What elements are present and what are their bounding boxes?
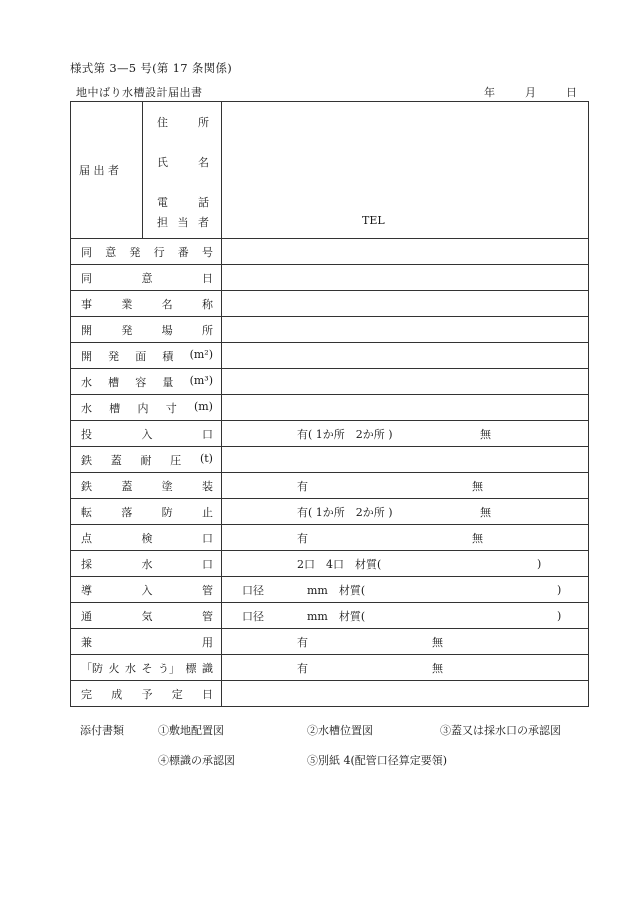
row-value-cell[interactable] — [222, 603, 589, 629]
row-value-cell[interactable] — [222, 577, 589, 603]
row-label-char: 採 — [81, 557, 92, 571]
row-label-char: 事 — [81, 297, 92, 311]
form-row — [71, 629, 589, 655]
applicant-field-labels — [143, 102, 222, 239]
row-label — [71, 525, 222, 551]
date-month-label: 月 — [525, 86, 536, 99]
row-label-char: 発 — [108, 349, 120, 363]
row-value-text: 有 — [297, 661, 308, 675]
row-label-char: 口 — [202, 531, 213, 545]
row-label — [71, 395, 222, 421]
row-label — [71, 603, 222, 629]
row-label-char: 鉄 — [81, 479, 92, 493]
row-label-char: 称 — [201, 297, 213, 311]
row-label-char: 容 — [135, 375, 147, 389]
row-label-char: 気 — [141, 609, 153, 623]
row-label-char: 通 — [81, 609, 92, 623]
row-label-char: 耐 — [140, 453, 152, 467]
row-label-char: 寸 — [165, 401, 177, 415]
row-label — [71, 629, 222, 655]
row-value-cell[interactable] — [222, 499, 589, 525]
row-value-cell[interactable] — [222, 655, 589, 681]
row-label-char: 番 — [177, 245, 189, 259]
row-value-text: ) — [557, 583, 562, 596]
row-label-char: 標 — [185, 661, 197, 675]
row-label-char: 槽 — [108, 375, 120, 389]
row-label-char: 用 — [202, 635, 213, 649]
row-label-char: 日 — [202, 687, 213, 701]
form-row — [71, 681, 589, 707]
applicant-group-label: 届 出 者 — [71, 102, 143, 239]
row-label-char: 検 — [141, 531, 153, 545]
row-label-char: 業 — [121, 297, 133, 311]
row-label-char: 口 — [202, 427, 213, 441]
person-in-charge-label: 担 当 者 — [157, 216, 209, 229]
row-label-char: 管 — [202, 583, 213, 597]
form-row — [71, 369, 589, 395]
row-value-text: 無 — [480, 505, 491, 519]
row-label-char: 兼 — [81, 635, 92, 649]
row-value-text: 有 — [297, 479, 308, 493]
row-label-char: 水 — [125, 661, 136, 675]
row-label — [71, 447, 222, 473]
row-value-cell[interactable] — [222, 343, 589, 369]
row-label-char: 落 — [121, 505, 133, 519]
application-form-table — [70, 101, 589, 707]
form-row — [71, 395, 589, 421]
row-label-char: 水 — [141, 557, 153, 571]
row-value-cell[interactable] — [222, 421, 589, 447]
row-value-cell[interactable] — [222, 473, 589, 499]
row-label-char: 導 — [81, 583, 92, 597]
row-label-char: (m³) — [189, 373, 213, 387]
attachment-item: ⑤別紙 4(配管口径算定要領) — [307, 754, 448, 767]
applicant-value-cell[interactable] — [222, 102, 589, 239]
form-row — [71, 447, 589, 473]
row-value-cell[interactable] — [222, 681, 589, 707]
row-value-text: 有( 1か所 2か所 ) — [297, 505, 393, 519]
row-label-char: 投 — [81, 427, 92, 441]
row-label-char: 水 — [81, 375, 92, 389]
row-value-cell[interactable] — [222, 317, 589, 343]
row-value-cell[interactable] — [222, 265, 589, 291]
date-day-label: 日 — [566, 86, 577, 99]
row-label — [71, 291, 222, 317]
row-label-char: 鉄 — [81, 453, 92, 467]
form-number: 様式第 3—5 号(第 17 条関係) — [70, 61, 233, 75]
row-label-char: 蓋 — [121, 479, 133, 493]
row-label-char: 開 — [81, 323, 92, 337]
row-label-char: 装 — [201, 479, 213, 493]
row-value-text: 2口 4口 材質( — [297, 557, 382, 571]
row-value-cell[interactable] — [222, 369, 589, 395]
form-row — [71, 343, 589, 369]
row-value-text: 無 — [432, 661, 443, 675]
row-value-text: ) — [557, 609, 562, 622]
form-row — [71, 551, 589, 577]
row-label-char: 同 — [81, 245, 92, 259]
row-value-cell[interactable] — [222, 291, 589, 317]
form-row — [71, 499, 589, 525]
row-label — [71, 317, 222, 343]
row-label-char: 意 — [141, 271, 153, 285]
form-row — [71, 421, 589, 447]
row-label-char: 管 — [202, 609, 213, 623]
row-label-char: 発 — [121, 323, 133, 337]
row-value-cell[interactable] — [222, 447, 589, 473]
form-row — [71, 473, 589, 499]
row-label — [71, 655, 222, 681]
row-label-char: 転 — [81, 505, 92, 519]
form-row — [71, 265, 589, 291]
form-row — [71, 525, 589, 551]
row-label-char: 積 — [162, 349, 174, 363]
row-label-char: 圧 — [170, 453, 182, 467]
row-label-char: 場 — [161, 323, 173, 337]
row-label-char: 内 — [137, 401, 149, 415]
row-value-text: mm 材質( — [307, 583, 366, 597]
row-label-char: 入 — [141, 427, 153, 441]
row-label-char: 水 — [81, 401, 92, 415]
row-label-char: 識 — [202, 661, 213, 675]
row-label-char: 点 — [81, 531, 92, 545]
form-row — [71, 655, 589, 681]
name-label: 氏 名 — [157, 156, 209, 169]
row-label-char: 口 — [202, 557, 213, 571]
attachment-item: ④標識の承認図 — [158, 754, 235, 767]
row-value-cell[interactable] — [222, 629, 589, 655]
row-label-char: 面 — [135, 349, 147, 363]
row-label-char: 蓋 — [110, 453, 122, 467]
row-label — [71, 421, 222, 447]
document-title: 地中ばり水槽設計届出書 — [76, 86, 203, 99]
row-label-char: 防 — [161, 505, 173, 519]
row-label-char: 完 — [81, 687, 92, 701]
row-label-char: 止 — [201, 505, 213, 519]
row-label-char: 同 — [81, 271, 92, 285]
row-label-char: 発 — [129, 245, 141, 259]
applicant-row — [71, 102, 589, 239]
form-row — [71, 603, 589, 629]
row-label — [71, 473, 222, 499]
row-label-char: 火 — [108, 661, 120, 675]
row-label-char: 成 — [111, 687, 123, 701]
row-label — [71, 369, 222, 395]
form-row — [71, 577, 589, 603]
row-label-char: 日 — [202, 271, 213, 285]
attachment-item: ②水槽位置図 — [307, 724, 373, 737]
row-value-text: 有( 1か所 2か所 ) — [297, 427, 393, 441]
row-label-char: 意 — [105, 245, 117, 259]
row-label-char: 開 — [81, 349, 92, 363]
attachments-label: 添付書類 — [80, 724, 124, 737]
row-label-char: 行 — [153, 245, 165, 259]
form-row — [71, 239, 589, 265]
row-label-char: (t) — [199, 451, 213, 465]
row-value-cell[interactable] — [222, 551, 589, 577]
row-label — [71, 343, 222, 369]
row-label — [71, 265, 222, 291]
form-row — [71, 291, 589, 317]
row-label — [71, 499, 222, 525]
row-label-char: 「防 — [81, 661, 103, 675]
form-row — [71, 317, 589, 343]
row-value-text: ) — [537, 557, 542, 570]
row-label-char: う」 — [158, 661, 180, 675]
row-label-char: 入 — [141, 583, 153, 597]
row-value-text: 有 — [297, 531, 308, 545]
row-value-cell[interactable] — [222, 239, 589, 265]
row-value-text: 口径 — [242, 609, 264, 623]
row-label — [71, 577, 222, 603]
phone-label: 電 話 — [157, 196, 209, 209]
row-label-char: 塗 — [161, 479, 173, 493]
row-label-char: (m) — [193, 399, 213, 413]
row-value-text: 有 — [297, 635, 308, 649]
row-value-text: mm 材質( — [307, 609, 366, 623]
row-label-char: 予 — [141, 687, 153, 701]
attachment-item: ③蓋又は採水口の承認図 — [440, 724, 561, 737]
row-label-char: 所 — [201, 323, 213, 337]
row-label — [71, 239, 222, 265]
row-label-char: 量 — [162, 375, 174, 389]
row-label-char: (m²) — [189, 347, 213, 361]
row-value-text: 無 — [472, 531, 483, 545]
row-value-text: 無 — [480, 427, 491, 441]
tel-label: TEL — [362, 214, 385, 227]
row-label-char: 定 — [171, 687, 183, 701]
address-label: 住 所 — [157, 116, 209, 129]
row-label-char: 名 — [161, 297, 173, 311]
row-value-text: 無 — [432, 635, 443, 649]
row-value-cell[interactable] — [222, 525, 589, 551]
row-label-char: そ — [141, 661, 153, 675]
row-label — [71, 551, 222, 577]
row-label-char: 槽 — [109, 401, 121, 415]
row-value-text: 口径 — [242, 583, 264, 597]
row-label-char: 号 — [201, 245, 213, 259]
row-label — [71, 681, 222, 707]
row-value-cell[interactable] — [222, 395, 589, 421]
date-year-label: 年 — [484, 86, 495, 99]
attachment-item: ①敷地配置図 — [158, 724, 224, 737]
row-value-text: 無 — [472, 479, 483, 493]
